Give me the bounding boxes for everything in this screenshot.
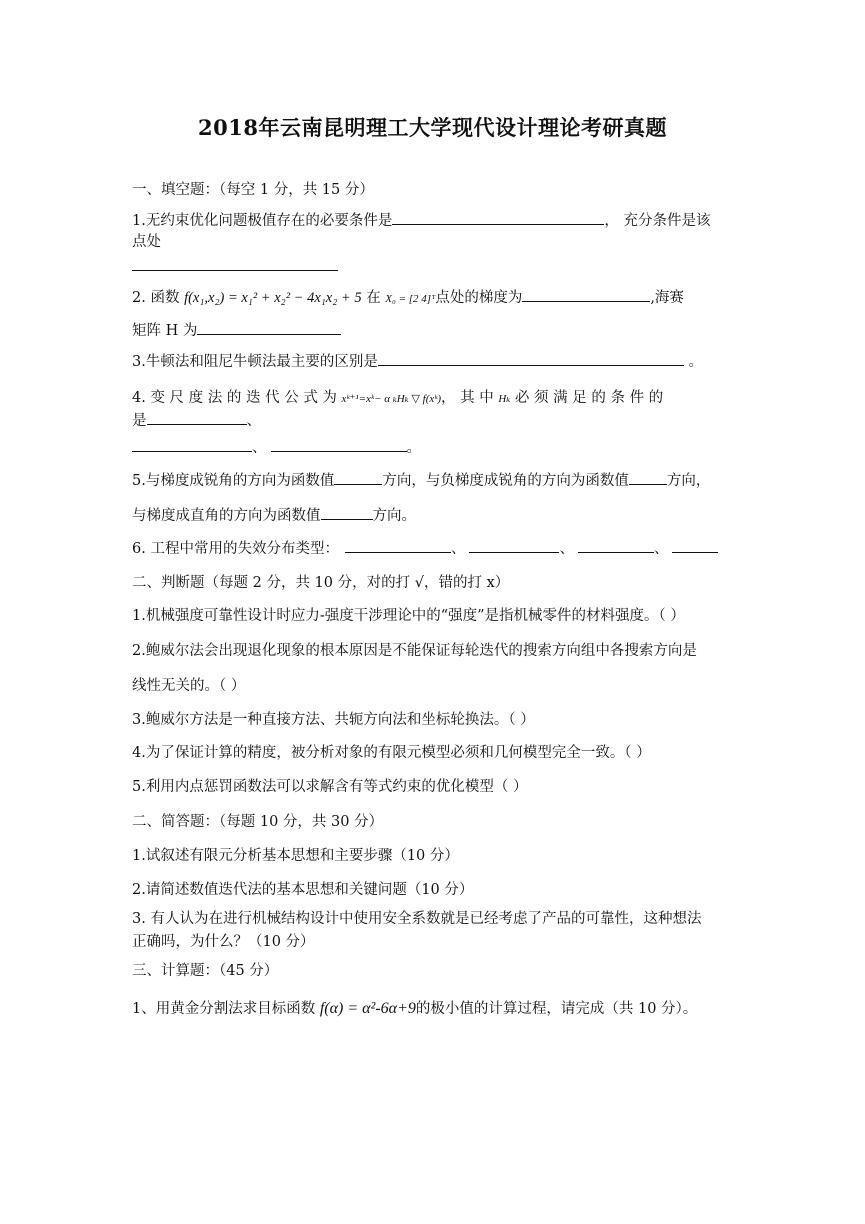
- page-title: 2018年云南昆明理工大学现代设计理论考研真题: [198, 115, 667, 140]
- calc-text-a: 1、用黄金分割法求目标函数: [132, 1001, 316, 1017]
- answer-blank[interactable]: [334, 470, 382, 485]
- question-1-6: [132, 538, 735, 559]
- calc-function: f(α) = α²-6α+9: [319, 1000, 416, 1017]
- q3-end: 。: [688, 354, 703, 370]
- q2-text-a: 点处的梯度为: [435, 290, 523, 306]
- section-heading-fill-blank: 一、填空题：（每空 1 分，共 15 分）: [132, 182, 374, 198]
- tf-item-5: 5.利用内点惩罚函数法可以求解含有等式约束的优化模型（ ）: [132, 779, 528, 795]
- question-1-2-cont: [132, 320, 735, 341]
- answer-blank[interactable]: [578, 538, 654, 553]
- q2-text-c: 矩阵 H 为: [132, 323, 198, 339]
- answer-blank[interactable]: [321, 505, 373, 520]
- answer-blank[interactable]: [672, 538, 718, 553]
- q3-text-a: 3.牛顿法和阻尼牛顿法最主要的区别是: [132, 354, 378, 370]
- tf-item-4: 4.为了保证计算的精度，被分析对象的有限元模型必须和几何模型完全一致。（ ）: [132, 745, 651, 761]
- q4-text-c: 必 须 满 足 的 条 件 的: [514, 390, 664, 406]
- tf-item-2: 2.鲍威尔法会出现退化现象的根本原因是不能保证每轮迭代的搜索方向组中各搜索方向是: [132, 643, 697, 659]
- q4-sep2: 、: [252, 440, 267, 456]
- section-heading-short-answer: 二、简答题：（每题 10 分，共 30 分）: [132, 814, 384, 830]
- q6-sep: 、: [653, 541, 669, 557]
- tf-item-3: 3.鲍威尔方法是一种直接方法、共轭方向法和坐标轮换法。（ ）: [132, 712, 535, 728]
- sa-item-2: 2.请简述数值迭代法的基本思想和关键问题（10 分）: [132, 882, 474, 898]
- answer-blank[interactable]: [132, 270, 338, 271]
- answer-blank[interactable]: [392, 210, 604, 225]
- answer-blank[interactable]: [132, 437, 252, 452]
- answer-blank[interactable]: [629, 470, 667, 485]
- question-1-4-cont2: [132, 437, 735, 458]
- q2-at: 在: [366, 290, 381, 306]
- q4-text-a: 4. 变 尺 度 法 的 迭 代 公 式 为: [132, 390, 337, 406]
- q6-sep: 、: [559, 541, 574, 557]
- question-1-4: [132, 388, 735, 409]
- q6-text-a: 6. 工程中常用的失效分布类型：: [132, 541, 339, 557]
- question-1-2: [132, 287, 735, 309]
- q6-sep: 、: [450, 541, 466, 557]
- q2-point: X₀ = [2 4]ᵀ: [385, 293, 436, 305]
- q1-text-b: ， 充分条件是该: [604, 213, 711, 229]
- question-1-1: [132, 210, 735, 231]
- q4-hk: Hₖ: [498, 393, 511, 405]
- answer-blank[interactable]: [271, 437, 407, 452]
- answer-blank[interactable]: [469, 538, 559, 553]
- q4-end: 。: [406, 440, 421, 456]
- answer-blank[interactable]: [147, 410, 247, 425]
- q4-sep1: 、: [246, 413, 261, 429]
- tf-item-1: 1.机械强度可靠性设计时应力-强度干涉理论中的“强度”是指机械零件的材料强度。（ ）: [132, 608, 685, 624]
- q1-text-a: 1.无约束优化问题极值存在的必要条件是: [132, 213, 393, 229]
- q2-text-b: ,海赛: [650, 290, 684, 306]
- q5-text-a: 5.与梯度成锐角的方向为函数值: [132, 473, 335, 489]
- q4-text-b: ， 其 中: [441, 390, 494, 406]
- question-1-3: [132, 351, 735, 372]
- sa-item-1: 1.试叙述有限元分析基本思想和主要步骤（10 分）: [132, 848, 459, 864]
- calc-text-b: 的极小值的计算过程，请完成（共 10 分）。: [415, 1001, 698, 1017]
- calc-item-1: [132, 999, 735, 1019]
- q5-text-d: 与梯度成直角的方向为函数值: [132, 508, 321, 524]
- question-1-4-cont: [132, 410, 735, 431]
- answer-blank[interactable]: [522, 287, 650, 302]
- sa-item-3: 3. 有人认为在进行机械结构设计中使用安全系数就是已经考虑了产品的可靠性，这种想法: [132, 911, 702, 927]
- answer-blank[interactable]: [197, 320, 341, 335]
- q1-text-c: 点处: [132, 234, 161, 250]
- q4-formula: xᵏ⁺¹=xᵏ− α ₖHₖ ▽ f(xᵏ): [341, 393, 442, 405]
- q4-text-d: 是: [132, 413, 147, 429]
- sa-item-3-cont: 正确吗，为什么？（10 分）: [132, 934, 315, 950]
- section-heading-calculation: 三、计算题：（45 分）: [132, 963, 279, 979]
- question-1-5-cont: [132, 505, 735, 526]
- question-1-5: [132, 470, 735, 491]
- q5-text-c: 方向，: [666, 473, 711, 489]
- answer-blank[interactable]: [345, 538, 451, 553]
- q2-num: 2. 函数: [132, 290, 180, 306]
- tf-item-2-cont: 线性无关的。（ ）: [132, 678, 246, 694]
- section-heading-true-false: 二、判断题（每题 2 分，共 10 分，对的打 √，错的打 x）: [132, 575, 510, 591]
- answer-blank[interactable]: [378, 351, 684, 366]
- q5-text-b: 方向，与负梯度成锐角的方向为函数值: [382, 473, 629, 489]
- q2-function: f(x₁,x₂) = x₁² + x₂² − 4x₁x₂ + 5: [184, 290, 362, 306]
- q5-text-e: 方向。: [372, 508, 416, 524]
